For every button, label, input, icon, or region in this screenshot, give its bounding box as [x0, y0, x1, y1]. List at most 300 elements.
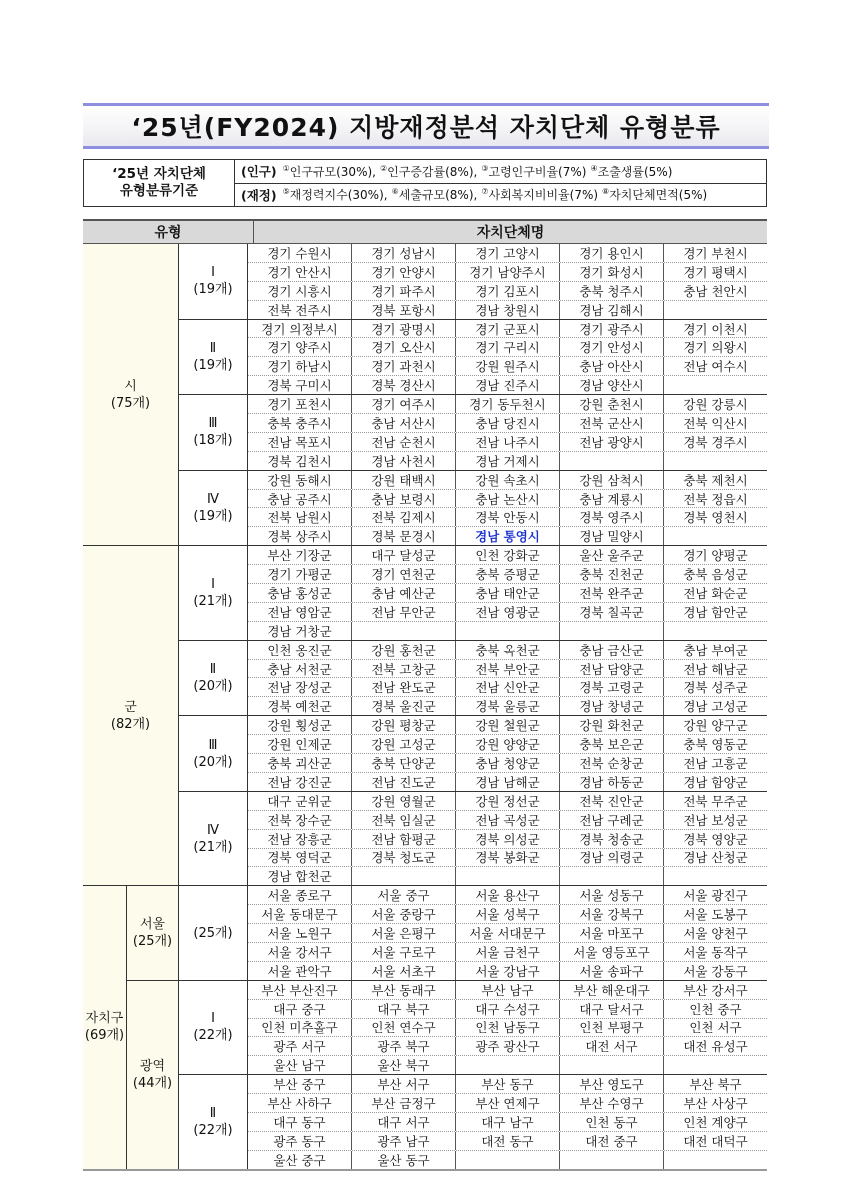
tier-group [179, 395, 767, 471]
municipality-cell: 서울 마포구 [560, 924, 664, 942]
municipality-cell: 서울 강동구 [683, 963, 748, 979]
table-row [248, 584, 767, 603]
table-row [248, 395, 767, 414]
municipality-cell: 서울 서대문구 [456, 924, 560, 942]
empty-cell [664, 301, 767, 319]
tier-group [179, 981, 767, 1075]
municipality-cell: 인천 강화군 [456, 546, 560, 564]
group-si [83, 244, 767, 546]
municipality-cell: 충남 아산시 [560, 357, 664, 375]
tier-label [179, 1075, 248, 1168]
municipality-cell: 전남 진도군 [352, 773, 456, 791]
municipality-cell: 경북 경주시 [683, 434, 748, 450]
classification-table [83, 219, 767, 1171]
municipality-cell: 서울 은평구 [352, 924, 456, 942]
criteria-item: ⑧자치단체면적(5%) [602, 187, 708, 203]
municipality-cell: 경기 평택시 [683, 264, 748, 280]
municipality-cell: 충남 서천군 [248, 660, 352, 678]
tier-label [179, 716, 248, 791]
table-row [248, 1075, 767, 1094]
municipality-cell: 인천 부평구 [560, 1019, 664, 1037]
municipality-cell: 서울 관악구 [248, 962, 352, 980]
municipality-cell: 경기 양평군 [683, 548, 748, 564]
table-row [248, 414, 767, 433]
empty-cell [560, 867, 664, 885]
municipality-cell: 충북 보은군 [560, 735, 664, 753]
municipality-cell: 인천 동구 [560, 1113, 664, 1131]
table-row [248, 1113, 767, 1132]
municipality-cell: 서울 중구 [352, 886, 456, 904]
municipality-cell: 강원 강릉시 [683, 397, 748, 413]
table-row [248, 697, 767, 715]
municipality-cell: 경기 연천군 [352, 565, 456, 583]
municipality-cell: 전북 익산시 [683, 415, 748, 431]
municipality-cell: 전남 해남군 [683, 661, 748, 677]
municipality-cell: 전북 완주군 [560, 584, 664, 602]
municipality-cell: 전북 정읍시 [683, 491, 748, 507]
municipality-cell: 경기 안성시 [560, 338, 664, 356]
tier-group [179, 792, 767, 885]
table-row [248, 490, 767, 509]
municipality-cell: 전남 여수시 [683, 359, 748, 375]
municipality-cell: 경북 포항시 [352, 301, 456, 319]
municipality-cell: 경기 광주시 [560, 320, 664, 338]
empty-cell [560, 1056, 664, 1074]
municipality-cell: 전남 함평군 [352, 830, 456, 848]
municipality-cell: 부산 해운대구 [560, 981, 664, 999]
tier-count: (22개) [193, 1122, 233, 1138]
municipality-cell: 부산 강서구 [683, 982, 748, 998]
municipality-cell: 충남 예산군 [352, 584, 456, 602]
tier-label [179, 981, 248, 1074]
municipality-cell: 경기 이천시 [683, 321, 748, 337]
municipality-cell: 충북 음성군 [683, 567, 748, 583]
municipality-cell: 강원 홍천군 [352, 641, 456, 659]
municipality-cell: 대구 달서구 [560, 1000, 664, 1018]
municipality-cell: 충북 증평군 [456, 565, 560, 583]
table-row [248, 546, 767, 565]
empty-cell [560, 622, 664, 640]
tier-numeral: Ⅳ [207, 491, 219, 507]
municipality-cell: 대구 수성구 [456, 1000, 560, 1018]
criteria-item: ⑤재정력지수(30%), [282, 187, 388, 203]
subgroup-label-seoul: 서울 (25개) [127, 886, 179, 979]
municipality-cell: 전북 진안군 [560, 792, 664, 810]
tier-count: (22개) [193, 1028, 233, 1044]
municipality-cell: 충남 당진시 [456, 414, 560, 432]
empty-cell [352, 867, 456, 885]
municipality-cell: 강원 평창군 [352, 716, 456, 734]
municipality-cell: 부산 사하구 [248, 1094, 352, 1112]
table-row [248, 830, 767, 849]
municipality-cell: 전북 무주군 [683, 793, 748, 809]
municipality-cell: 강원 정선군 [456, 792, 560, 810]
tier-group [179, 320, 767, 396]
municipality-cell: 경남 하동군 [560, 773, 664, 791]
municipality-cell: 서울 광진구 [683, 888, 748, 904]
municipality-cell: 광주 서구 [248, 1037, 352, 1055]
municipality-cell: 경남 진주시 [456, 376, 560, 394]
empty-cell [664, 1151, 767, 1169]
municipality-cell: 부산 남구 [456, 981, 560, 999]
empty-cell [664, 1056, 767, 1074]
table-row [248, 811, 767, 830]
criteria-label [84, 160, 235, 206]
page-title: ‘25년(FY2024) 지방재정분석 자치단체 유형분류 [131, 113, 721, 142]
municipality-cell: 경남 창원시 [456, 301, 560, 319]
tier-numeral: Ⅰ [211, 576, 215, 592]
criteria-label-line2: 유형분류기준 [119, 183, 199, 199]
table-row [248, 1037, 767, 1056]
municipality-cell: 경기 부천시 [683, 245, 748, 261]
empty-cell [456, 867, 560, 885]
municipality-cell: 강원 속초시 [456, 471, 560, 489]
municipality-cell: 전남 보성군 [683, 812, 748, 828]
municipality-cell: 전북 김제시 [352, 508, 456, 526]
criteria-item: ②인구증감률(8%), [379, 163, 478, 179]
tier-label [179, 395, 248, 470]
tier-count: (21개) [193, 593, 233, 609]
municipality-cell: 대구 중구 [248, 1000, 352, 1018]
municipality-cell: 강원 동해시 [248, 471, 352, 489]
municipality-cell: 전북 고창군 [352, 660, 456, 678]
table-row [248, 735, 767, 754]
municipality-cell: 전남 순천시 [352, 433, 456, 451]
municipality-cell: 경기 용인시 [560, 244, 664, 262]
tier-label [179, 641, 248, 716]
tier-count: (18개) [193, 433, 233, 449]
criteria-item: ⑥세출규모(8%), [391, 187, 478, 203]
municipality-cell: 부산 금정구 [352, 1094, 456, 1112]
tier-label [179, 546, 248, 639]
municipality-cell: 대전 중구 [560, 1132, 664, 1150]
municipality-cell: 대구 달성군 [352, 546, 456, 564]
table-row [248, 849, 767, 868]
table-row [248, 1056, 767, 1074]
municipality-cell: 서울 도봉구 [683, 907, 748, 923]
empty-cell [456, 1151, 560, 1169]
municipality-cell: 경북 경산시 [352, 376, 456, 394]
municipality-cell: 전남 무안군 [352, 603, 456, 621]
municipality-cell: 경북 영주시 [560, 508, 664, 526]
table-row [248, 301, 767, 319]
municipality-cell: 강원 철원군 [456, 716, 560, 734]
municipality-cell: 인천 옹진군 [248, 641, 352, 659]
municipality-cell: 전남 영암군 [248, 603, 352, 621]
municipality-cell: 경기 의정부시 [248, 320, 352, 338]
municipality-cell: 서울 강북구 [560, 905, 664, 923]
municipality-cell: 부산 동래구 [352, 981, 456, 999]
criteria-population-row [235, 160, 766, 183]
municipality-cell: 강원 고성군 [352, 735, 456, 753]
municipality-cell: 경남 고성군 [683, 699, 748, 715]
municipality-cell: 서울 금천구 [456, 943, 560, 961]
empty-cell [664, 376, 767, 394]
municipality-cell: 충남 부여군 [683, 642, 748, 658]
header-names: 자치단체명 [476, 225, 545, 241]
municipality-cell: 서울 동대문구 [248, 905, 352, 923]
municipality-cell: 경북 청송군 [560, 830, 664, 848]
tier-numeral: Ⅱ [209, 340, 217, 356]
table-row [248, 716, 767, 735]
municipality-cell: 경북 봉화군 [456, 849, 560, 867]
municipality-cell: 부산 중구 [248, 1075, 352, 1093]
municipality-cell: 전북 임실군 [352, 811, 456, 829]
municipality-cell: 부산 동구 [456, 1075, 560, 1093]
tier-numeral: Ⅰ [211, 265, 215, 281]
municipality-cell: 인천 미추홀구 [248, 1019, 352, 1037]
tier-count: (19개) [193, 282, 233, 298]
tier-label [179, 320, 248, 395]
municipality-cell: 충남 청양군 [456, 754, 560, 772]
group-label-si: 시 (75개) [83, 244, 179, 545]
municipality-cell: 강원 춘천시 [560, 395, 664, 413]
municipality-cell: 경기 화성시 [560, 263, 664, 281]
municipality-cell: 경북 울진군 [352, 697, 456, 715]
tier-numeral: Ⅳ [207, 822, 219, 838]
tier-numeral: Ⅲ [208, 737, 218, 753]
empty-cell [456, 1056, 560, 1074]
municipality-cell: 경북 상주시 [248, 527, 352, 545]
municipality-cell: 서울 강서구 [248, 943, 352, 961]
municipality-cell: 충남 보령시 [352, 490, 456, 508]
municipality-cell: 전북 군산시 [560, 414, 664, 432]
table-row [248, 263, 767, 282]
empty-cell [664, 622, 767, 640]
municipality-cell: 경북 예천군 [248, 697, 352, 715]
table-row [248, 1094, 767, 1113]
criteria-category: (재정) [241, 187, 277, 203]
municipality-cell: 부산 연제구 [456, 1094, 560, 1112]
municipality-cell: 인천 중구 [689, 1001, 742, 1017]
municipality-cell: 경기 남양주시 [456, 263, 560, 281]
tier-numeral: Ⅰ [211, 1011, 215, 1027]
tier-count: (21개) [193, 839, 233, 855]
municipality-cell: 강원 원주시 [456, 357, 560, 375]
municipality-cell: 강원 횡성군 [248, 716, 352, 734]
tier-group [179, 471, 767, 546]
municipality-cell: 경북 청도군 [352, 849, 456, 867]
municipality-cell: 울산 동구 [352, 1151, 456, 1169]
table-header [83, 221, 767, 244]
municipality-cell: 경남 양산시 [560, 376, 664, 394]
group-gu [83, 886, 767, 1168]
municipality-cell: 충북 괴산군 [248, 754, 352, 772]
table-row [248, 244, 767, 263]
table-row [248, 357, 767, 376]
municipality-cell: 경북 문경시 [352, 527, 456, 545]
municipality-cell: 서울 성동구 [560, 886, 664, 904]
municipality-cell: 전북 장수군 [248, 811, 352, 829]
municipality-cell: 부산 사상구 [683, 1096, 748, 1112]
municipality-cell: 전남 완도군 [352, 678, 456, 696]
municipality-cell: 경기 구리시 [456, 338, 560, 356]
municipality-cell: 경남 거창군 [248, 622, 352, 640]
municipality-cell: 경기 의왕시 [683, 340, 748, 356]
municipality-cell: 경북 칠곡군 [560, 603, 664, 621]
table-row [248, 754, 767, 773]
tier-numeral: Ⅲ [208, 416, 218, 432]
municipality-cell: 전북 순창군 [560, 754, 664, 772]
municipality-cell: 인천 연수구 [352, 1019, 456, 1037]
table-row [248, 867, 767, 885]
municipality-cell: 전남 영광군 [456, 603, 560, 621]
municipality-cell: 충북 제천시 [683, 472, 748, 488]
municipality-cell: 전남 담양군 [560, 660, 664, 678]
municipality-cell: 경남 창녕군 [560, 697, 664, 715]
municipality-cell: 경남 산청군 [683, 850, 748, 866]
municipality-cell: 서울 양천구 [683, 926, 748, 942]
municipality-cell: 경북 성주군 [683, 680, 748, 696]
municipality-cell: 경기 가평군 [248, 565, 352, 583]
municipality-cell: 울산 중구 [248, 1151, 352, 1169]
municipality-cell: 경기 안산시 [248, 263, 352, 281]
criteria-item: ①인구규모(30%), [282, 163, 376, 179]
table-row [248, 452, 767, 470]
municipality-cell: 경북 영양군 [683, 831, 748, 847]
municipality-cell: 경기 고양시 [456, 244, 560, 262]
table-row [248, 962, 767, 980]
municipality-cell: 서울 영등포구 [560, 943, 664, 961]
municipality-cell: 경기 여주시 [352, 395, 456, 413]
table-row [248, 924, 767, 943]
empty-cell [664, 452, 767, 470]
municipality-cell: 경북 고령군 [560, 678, 664, 696]
municipality-cell: 서울 동작구 [683, 944, 748, 960]
table-row [248, 886, 767, 905]
municipality-cell: 광주 동구 [248, 1132, 352, 1150]
empty-cell [560, 1151, 664, 1169]
municipality-cell: 서울 중랑구 [352, 905, 456, 923]
municipality-cell: 경기 오산시 [352, 338, 456, 356]
municipality-cell: 경남 함양군 [683, 774, 748, 790]
municipality-cell: 충남 공주시 [248, 490, 352, 508]
municipality-cell: 대전 유성구 [683, 1039, 748, 1055]
municipality-cell: 경기 동두천시 [456, 395, 560, 413]
municipality-cell: 경남 의령군 [560, 849, 664, 867]
municipality-cell: 강원 인제군 [248, 735, 352, 753]
table-row [248, 943, 767, 962]
municipality-cell: 전북 부안군 [456, 660, 560, 678]
empty-cell [664, 867, 767, 885]
criteria-item: ④조출생률(5%) [590, 163, 673, 179]
municipality-cell: 경기 광명시 [352, 320, 456, 338]
municipality-cell: 울산 울주군 [560, 546, 664, 564]
group-gun [83, 546, 767, 886]
municipality-cell: 충북 충주시 [248, 414, 352, 432]
municipality-cell: 경남 통영시 [456, 527, 560, 545]
municipality-cell: 경북 영덕군 [248, 849, 352, 867]
municipality-cell: 전남 화순군 [683, 585, 748, 601]
municipality-cell: 부산 수영구 [560, 1094, 664, 1112]
criteria-category: (인구) [241, 164, 277, 180]
criteria-label-line1: ‘25년 자치단체 [112, 166, 206, 182]
empty-cell [352, 622, 456, 640]
municipality-cell: 전남 곡성군 [456, 811, 560, 829]
tier-group [179, 641, 767, 717]
empty-cell [560, 452, 664, 470]
municipality-cell: 인천 서구 [689, 1020, 742, 1036]
municipality-cell: 전북 전주시 [248, 301, 352, 319]
municipality-cell: 울산 남구 [248, 1056, 352, 1074]
municipality-cell: 충남 태안군 [456, 584, 560, 602]
municipality-cell: 경기 하남시 [248, 357, 352, 375]
municipality-cell: 충남 계룡시 [560, 490, 664, 508]
tier-numeral: Ⅱ [209, 661, 217, 677]
table-row [248, 376, 767, 394]
municipality-cell: 서울 서초구 [352, 962, 456, 980]
municipality-cell: 경기 김포시 [456, 282, 560, 300]
table-row [248, 1000, 767, 1019]
municipality-cell: 강원 영월군 [352, 792, 456, 810]
classification-criteria-box [83, 159, 767, 207]
municipality-cell: 경기 과천시 [352, 357, 456, 375]
table-row [248, 471, 767, 490]
table-row [248, 282, 767, 301]
tier-label [179, 471, 248, 546]
municipality-cell: 대구 군위군 [248, 792, 352, 810]
municipality-cell: 경기 양주시 [248, 338, 352, 356]
municipality-cell: 대전 동구 [456, 1132, 560, 1150]
municipality-cell: 인천 계양구 [683, 1114, 748, 1130]
table-row [248, 981, 767, 1000]
municipality-cell: 부산 부산진구 [248, 981, 352, 999]
municipality-cell: 부산 서구 [352, 1075, 456, 1093]
table-row [248, 320, 767, 339]
municipality-cell: 서울 노원구 [248, 924, 352, 942]
table-row [248, 660, 767, 679]
group-label-gun: 군 (82개) [83, 546, 179, 885]
title-banner [83, 103, 769, 149]
municipality-cell: 전남 장흥군 [248, 830, 352, 848]
municipality-cell: 전남 강진군 [248, 773, 352, 791]
tier-group [179, 244, 767, 320]
empty-cell [664, 527, 767, 545]
tier-label: (25개) [179, 886, 248, 979]
municipality-cell: 전남 고흥군 [683, 756, 748, 771]
municipality-cell: 강원 양양군 [456, 735, 560, 753]
municipality-cell: 경기 파주시 [352, 282, 456, 300]
municipality-cell: 경기 포천시 [248, 395, 352, 413]
municipality-cell: 경기 안양시 [352, 263, 456, 281]
municipality-cell: 경남 김해시 [560, 301, 664, 319]
municipality-cell: 강원 화천군 [560, 716, 664, 734]
tier-group [179, 716, 767, 792]
table-row [248, 433, 767, 452]
tier-label [179, 244, 248, 319]
municipality-cell: 대전 서구 [560, 1037, 664, 1055]
tier-count: (20개) [193, 754, 233, 770]
table-row [248, 622, 767, 640]
municipality-cell: 전남 광양시 [560, 433, 664, 451]
municipality-cell: 충남 금산군 [560, 641, 664, 659]
table-row [248, 508, 767, 527]
municipality-cell: 강원 양구군 [683, 718, 748, 734]
municipality-cell: 대구 북구 [352, 1000, 456, 1018]
municipality-cell: 경북 구미시 [248, 376, 352, 394]
municipality-cell: 부산 기장군 [248, 546, 352, 564]
municipality-cell: 경남 거제시 [456, 452, 560, 470]
municipality-cell: 인천 남동구 [456, 1019, 560, 1037]
municipality-cell: 서울 성북구 [456, 905, 560, 923]
table-row [248, 641, 767, 660]
municipality-cell: 서울 강남구 [456, 962, 560, 980]
municipality-cell: 서울 송파구 [560, 962, 664, 980]
table-row [248, 527, 767, 545]
municipality-cell: 충북 옥천군 [456, 641, 560, 659]
criteria-finance-row [235, 183, 766, 207]
municipality-cell: 대구 남구 [456, 1113, 560, 1131]
